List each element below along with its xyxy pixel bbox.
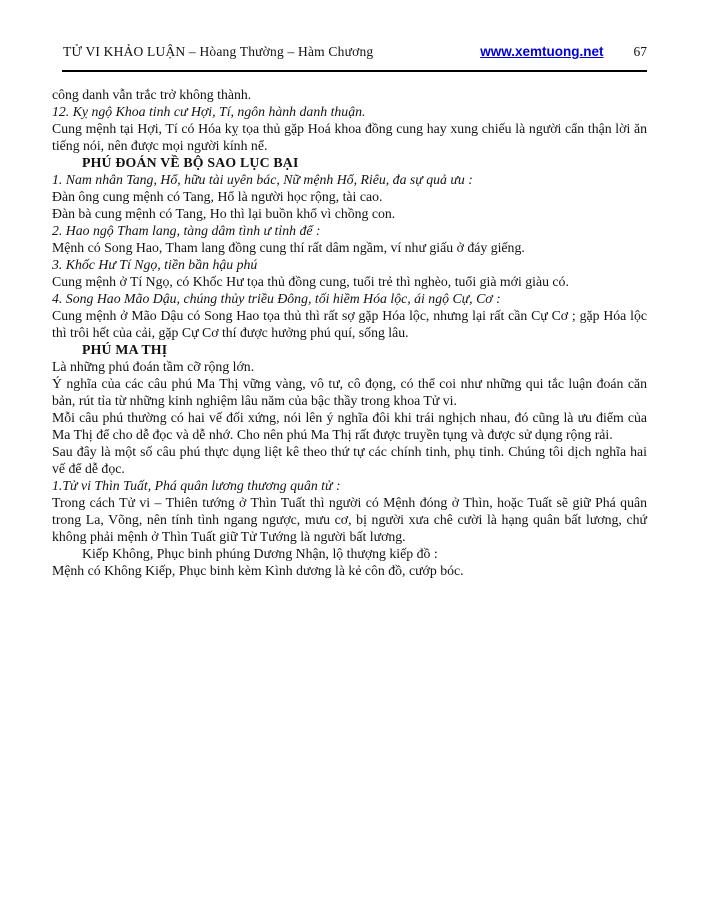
document-title: TỬ VI KHẢO LUẬN – Hòang Thường – Hàm Chương (63, 44, 374, 59)
paragraph: Cung mệnh tại Hợi, Tí có Hóa kỵ tọa thủ gặp Hoá khoa đồng cung hay xung chiếu là người cẩn thận lời ăn tiếng nói, nên được mọi người kính nể. (52, 121, 647, 153)
paragraph: Cung mệnh ở Mão Dậu có Song Hao tọa thủ thì rất sợ gặp Hóa lộc, nhưng lại rất cần Cự Cơ ; gặp Hóa lộc thì trôi hết của cải, gặp Cự Cơ thí được hưởng phú quí, sống lâu. (52, 308, 647, 340)
section-heading: PHÚ MA THỊ (82, 342, 168, 357)
verse-heading: 12. Kỵ ngộ Khoa tinh cư Hợi, Tí, ngôn hành danh thuận. (52, 104, 366, 119)
page-number: 67 (633, 44, 647, 59)
page-header (0, 0, 705, 60)
paragraph: Mỗi câu phú thường có hai vế đối xứng, nói lên ý nghĩa đôi khi trái nghịch nhau, đó cũng là ưu điểm của Ma Thị để cho dễ đọc và dễ nhớ. Cho nên phú Ma Thị rất được truyền tụng và được sử dụng rộng rải. (52, 410, 647, 442)
section-heading: PHÚ ĐOÁN VỀ BỘ SAO LỤC BẠI (82, 155, 299, 170)
paragraph: Là những phú đoán tầm cỡ rộng lớn. (52, 359, 255, 374)
paragraph: Đàn bà cung mệnh có Tang, Ho thì lại buồn khổ vì chồng con. (52, 206, 396, 221)
paragraph: Trong cách Tử vi – Thiên tướng ở Thìn Tuất thì người có Mệnh đóng ở Thìn, hoặc Tuất sẽ giữ Phá quân trong La, Võng, nên tính tình ngang ngược, mưu cơ, bị người xưa chê cười là hạng quân bất lương, chứ không phải mệnh ở Thìn Tuất giữ Tử Tướng là người bất lương. (52, 495, 647, 544)
paragraph: Ý nghĩa của các câu phú Ma Thị vững vàng, vô tư, cô đọng, có thể coi như những qui tắc luận đoán căn bản, rút tỉa từ những kinh nghiệm lâu năm của bậc thầy trong khoa Tử vi. (52, 376, 647, 408)
paragraph: Mệnh có Không Kiếp, Phục binh kèm Kình dương là kẻ côn đồ, cướp bóc. (52, 563, 464, 578)
verse-heading: 3. Khốc Hư Tí Ngọ, tiền bần hậu phú (52, 257, 258, 272)
verse-line: Kiếp Không, Phục binh phúng Dương Nhận, lộ thượng kiếp đồ : (82, 546, 438, 561)
paragraph: Cung mệnh ở Tí Ngọ, có Khốc Hư tọa thủ đồng cung, tuổi trẻ thì nghèo, tuổi già mới giàu có. (52, 274, 569, 289)
website-link[interactable]: www.xemtuong.net (480, 44, 604, 59)
paragraph: Sau đây là một số câu phú thực dụng liệt kê theo thứ tự các chính tinh, phụ tinh. Chúng tôi dịch nghĩa hai vế để dễ đọc. (52, 444, 647, 476)
paragraph: Mệnh có Song Hao, Tham lang đồng cung thí rất dâm ngầm, ví như giấu ở đáy giếng. (52, 240, 525, 255)
page-body (0, 72, 705, 579)
verse-heading: 2. Hao ngộ Tham lang, tàng dâm tình ư tỉnh để : (52, 223, 321, 238)
paragraph: Đàn ông cung mệnh có Tang, Hổ là người học rộng, tài cao. (52, 189, 383, 204)
verse-heading: 1.Tử vi Thìn Tuất, Phá quân lương thương quân tử : (52, 478, 341, 493)
verse-heading: 4. Song Hao Mão Dậu, chúng thủy triều Đông, tối hiềm Hóa lộc, ái ngộ Cự, Cơ : (52, 291, 501, 306)
verse-heading: 1. Nam nhân Tang, Hổ, hữu tài uyên bác, Nữ mệnh Hổ, Riêu, đa sự quả ưu : (52, 172, 473, 187)
paragraph: công danh vẫn trắc trở không thành. (52, 87, 252, 102)
